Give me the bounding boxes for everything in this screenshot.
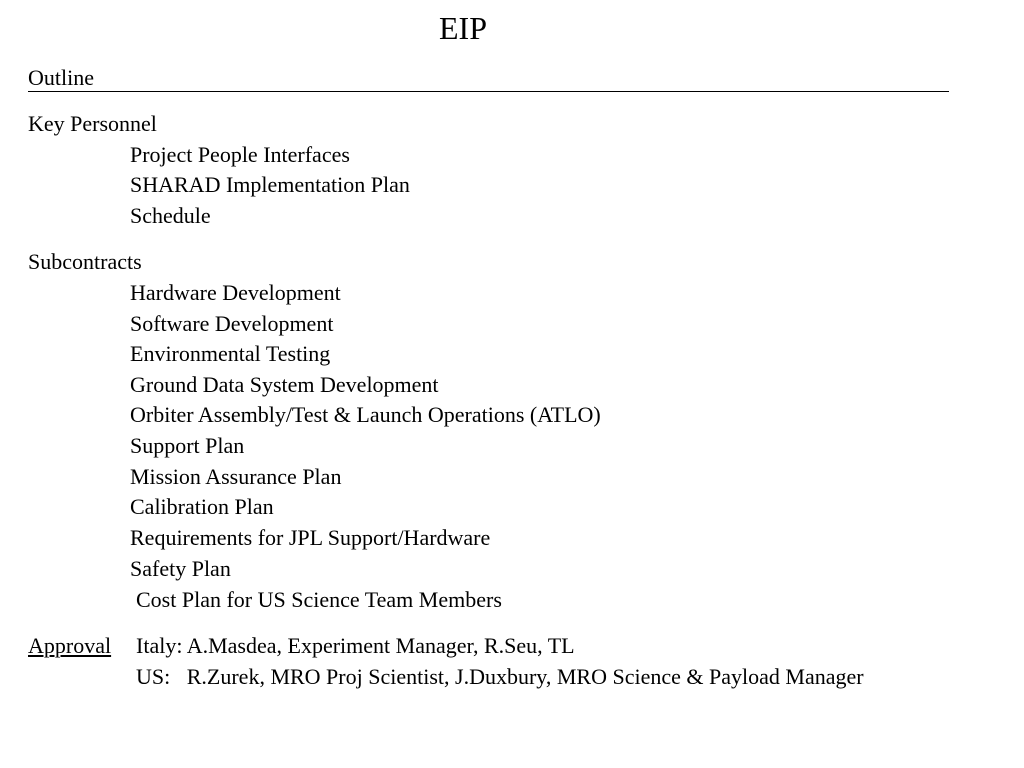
- list-item: Software Development: [130, 311, 334, 336]
- approval-us: US: R.Zurek, MRO Proj Scientist, J.Duxbury, MRO Science & Payload Manager: [136, 664, 864, 689]
- approval-label: Approval: [28, 633, 112, 658]
- list-item: Project People Interfaces: [130, 142, 350, 167]
- key-personnel-heading: Key Personnel: [28, 111, 157, 136]
- list-item: Safety Plan: [130, 556, 231, 581]
- list-item: Hardware Development: [130, 280, 341, 305]
- list-item: Environmental Testing: [130, 341, 331, 366]
- outline-heading: Outline: [28, 65, 949, 92]
- list-item: Orbiter Assembly/Test & Launch Operations (ATLO): [130, 402, 601, 427]
- page-title: EIP: [439, 10, 487, 46]
- list-item: SHARAD Implementation Plan: [130, 172, 410, 197]
- list-item: Support Plan: [130, 433, 245, 458]
- approval-italy: Italy: A.Masdea, Experiment Manager, R.Seu, TL: [136, 633, 575, 658]
- list-item: Schedule: [130, 203, 211, 228]
- list-item: Calibration Plan: [130, 494, 274, 519]
- list-item: Requirements for JPL Support/Hardware: [130, 525, 491, 550]
- list-item: Cost Plan for US Science Team Members: [136, 587, 502, 612]
- list-item: Ground Data System Development: [130, 372, 439, 397]
- subcontracts-heading: Subcontracts: [28, 249, 142, 274]
- list-item: Mission Assurance Plan: [130, 464, 342, 489]
